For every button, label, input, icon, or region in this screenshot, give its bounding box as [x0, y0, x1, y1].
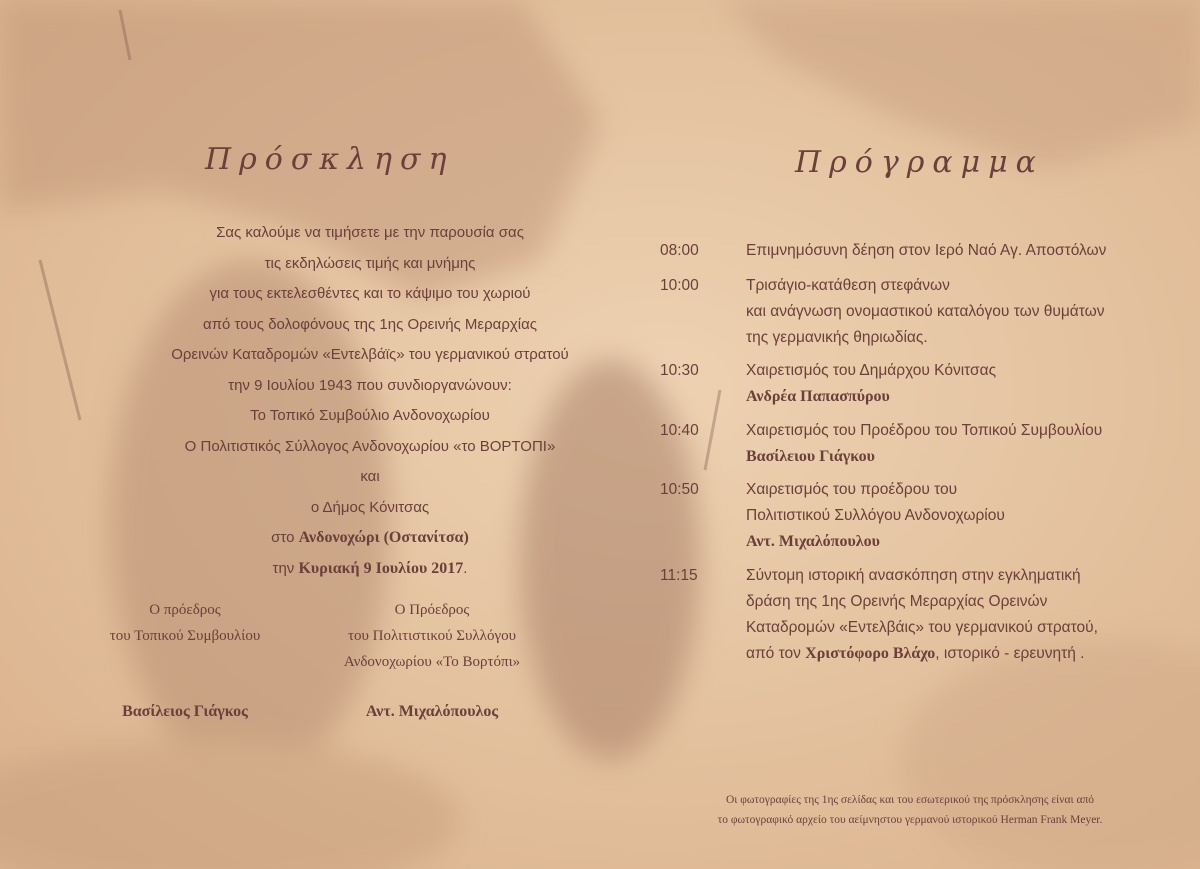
invitation-line: Ο Πολιτιστικός Σύλλογος Ανδονοχωρίου «το ΒΟΡΤΟΠΙ»: [184, 437, 556, 455]
invitation-line: από τους δολοφόνους της 1ης Ορεινής Μεραρχίας: [203, 315, 537, 333]
schedule-time: 10:40: [660, 422, 699, 439]
photo-credits: Οι φωτογραφίες της 1ης σελίδας και του εσωτερικού της πρόσκλησης είναι από το φωτογραφικό αρχείο του αείμνηστου γερμανού ιστορικού Herman Frank Meyer.: [717, 794, 1103, 826]
speaker-name: Ανδρέα Παπασπύρου: [746, 388, 890, 405]
signatory-right-name: Αντ. Μιχαλόπουλος: [365, 703, 499, 720]
speaker-name: Χριστόφορο Βλάχο: [805, 645, 936, 662]
invitation-line: Το Τοπικό Συμβούλιο Ανδονοχωρίου: [250, 407, 490, 424]
invitation-location: στο Ανδονοχώρι (Οστανίτσα): [271, 529, 469, 546]
schedule-time: 08:00: [660, 242, 699, 259]
schedule-description: Χαιρετισμός του προέδρου του Πολιτιστικού Συλλόγου Ανδονοχωρίου Αντ. Μιχαλόπουλου: [746, 481, 1005, 550]
signatory-right-role: Ο Πρόεδρος του Πολιτιστικού Συλλόγου Ανδονοχωρίου «Το Βορτόπι»: [343, 602, 521, 670]
speaker-name: Βασίλειου Γιάγκου: [746, 448, 875, 465]
schedule-time: 11:15: [660, 567, 698, 584]
schedule-description: Σύντομη ιστορική ανασκόπηση στην εγκληματική δράση της 1ης Ορεινής Μεραρχίας Ορεινών Καταδρομών «Εντελβάις» του γερμανικού στρατού, από τον Χριστόφορο Βλάχο, ιστορικό - ερευνητή .: [746, 567, 1098, 662]
invitation-date: την Κυριακή 9 Ιουλίου 2017.: [272, 559, 468, 577]
invitation-line: Ορεινών Καταδρομών «Εντελβάϊς» του γερμανικού στρατού: [171, 346, 569, 363]
schedule-description: Τρισάγιο-κατάθεση στεφάνων και ανάγνωση ονομαστικού καταλόγου των θυμάτων της γερμανικής θηριωδίας.: [746, 277, 1105, 346]
schedule-time: 10:00: [660, 277, 699, 294]
signatory-left-name: Βασίλειος Γιάγκος: [122, 703, 248, 720]
program-title: Πρόγραμμα: [795, 145, 1044, 180]
invitation-line: και: [360, 468, 380, 485]
schedule-description: Χαιρετισμός του Προέδρου του Τοπικού Συμβουλίου Βασίλειου Γιάγκου: [746, 422, 1103, 465]
schedule-time: 10:50: [660, 481, 699, 498]
invitation-line: Σας καλούμε να τιμήσετε με την παρουσία σας: [216, 224, 524, 241]
invitation-line: ο Δήμος Κόνιτσας: [310, 498, 430, 516]
location-name: Ανδονοχώρι (Οστανίτσα): [298, 529, 469, 546]
event-date: Κυριακή 9 Ιουλίου 2017: [298, 559, 464, 577]
speaker-name: Αντ. Μιχαλόπουλου: [746, 533, 880, 550]
invitation-title: Πρόσκληση: [205, 142, 455, 177]
schedule-description: Χαιρετισμός του Δημάρχου Κόνιτσας Ανδρέα Παπασπύρου: [746, 362, 997, 405]
invitation-line: τις εκδηλώσεις τιμής και μνήμης: [264, 254, 476, 272]
invitation-text: [60, 218, 680, 584]
invitation-line: την 9 Ιουλίου 1943 που συνδιοργανώνουν:: [228, 376, 512, 394]
schedule-description: Επιμνημόσυνη δέηση στον Ιερό Ναό Αγ. Αποστόλων: [746, 242, 1107, 259]
invitation-line: για τους εκτελεσθέντες και το κάψιμο του χωριού: [209, 285, 531, 302]
schedule-time: 10:30: [660, 362, 699, 379]
signatory-left-role: Ο πρόεδρος του Τοπικού Συμβουλίου: [109, 602, 261, 644]
